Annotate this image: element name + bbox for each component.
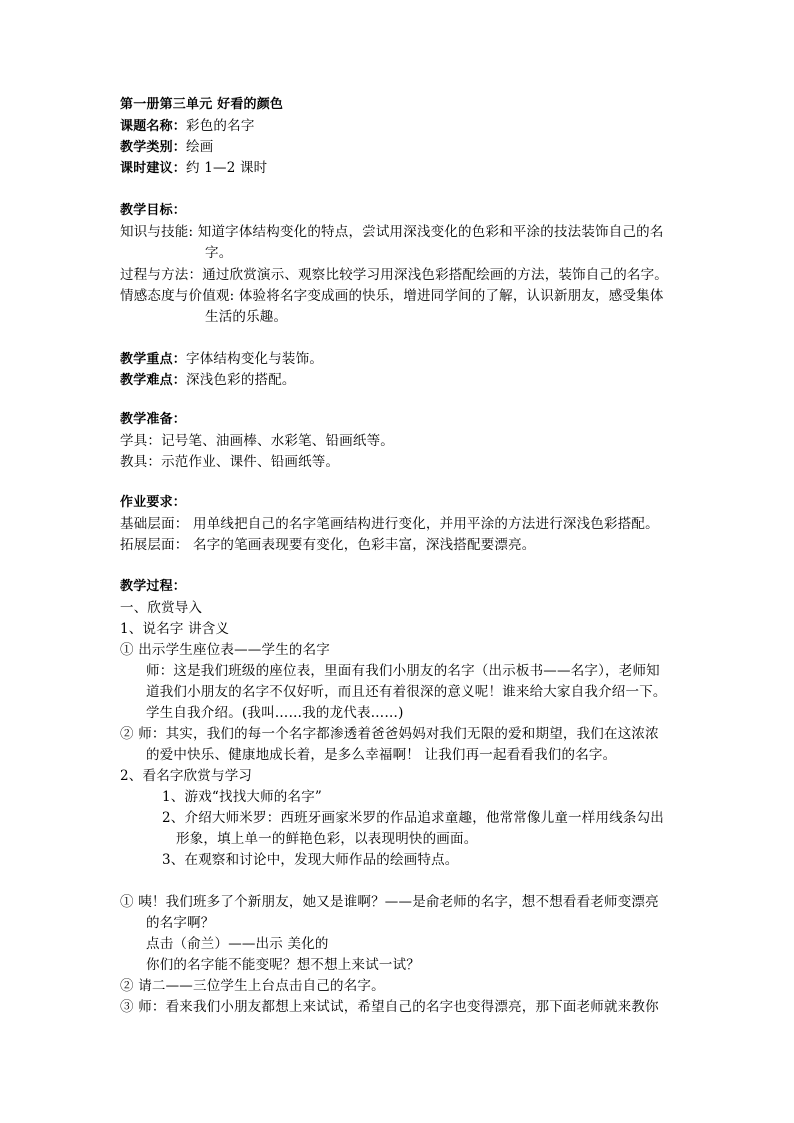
goal-knowledge-cont: 字。 [205,245,233,261]
step-one-item-2: ② 师：其实，我们的每一个名字都渗透着爸爸妈妈对我们无限的爱和期望，我们在这浓浓 [120,726,659,742]
step-two-sub-2: 2、介绍大师米罗：西班牙画家米罗的作品追求童趣，他常常像儿童一样用线条勾出 [162,810,664,826]
step-two-sub-1: 1、游戏“找找大师的名字” [162,789,322,805]
homework-heading: 作业要求： [120,495,187,510]
step-one-item-1: ① 出示学生座位表——学生的名字 [120,642,330,658]
discussion-question-line: 你们的名字能不能变呢？想不想上来试一试？ [146,957,420,973]
homework-extend: 拓展层面： 名字的笔画表现要有变化，色彩丰富，深浅搭配要漂亮。 [120,537,536,553]
prep-teacher: 教具：示范作业、课件、铅画纸等。 [120,454,340,470]
homework-basic: 基础层面： 用单线把自己的名字笔画结构进行变化，并用平涂的方法进行深浅色彩搭配。 [120,516,659,532]
difficulty-line [120,371,296,390]
difficulty-label: 教学难点： [120,373,187,388]
step-two-sub-3: 3、在观察和讨论中，发现大师作品的绘画特点。 [162,852,459,868]
period-value: 约 1—2 课时 [186,160,268,176]
step-two-sub-2-cont: 形象，填上单一的鲜艳色彩，以表现明快的画面。 [176,831,478,847]
difficulty-value: 深浅色彩的搭配。 [186,372,296,388]
topic-label: 课题名称： [120,119,187,134]
goal-emotion-cont: 生活的乐趣。 [205,309,288,325]
teacher-line-3: 学生自我介绍。(我叫……我的龙代表……) [146,705,404,721]
discussion-click-line: 点击（俞兰）——出示 美化的 [146,936,329,952]
discussion-item-3: ③ 师：看来我们小朋友都想上来试试，希望自己的名字也变得漂亮，那下面老师就来教你 [120,999,659,1015]
process-part-one: 一、欣赏导入 [120,600,203,616]
discussion-item-2: ② 请二——三位学生上台点击自己的名字。 [120,978,385,994]
teacher-line-1: 师：这是我们班级的座位表，里面有我们小朋友的名字（出示板书——名字），老师知 [146,663,660,679]
step-one-item-2-cont: 的爱中快乐、健康地成长着，是多么幸福啊！ 让我们再一起看看我们的名字。 [146,747,617,763]
topic-line [120,117,255,136]
prep-heading: 教学准备： [120,412,187,427]
process-heading: 教学过程： [120,579,187,594]
discussion-item-1-cont: 的名字啊？ [146,915,215,931]
unit-title: 第一册第三单元 好看的颜色 [120,97,284,112]
period-label: 课时建议： [120,161,187,176]
key-point-value: 字体结构变化与装饰。 [186,351,324,367]
goals-heading: 教学目标： [120,203,187,218]
discussion-item-1: ① 咦！我们班多了个新朋友，她又是谁啊？——是俞老师的名字，想不想看看老师变漂亮 [120,894,659,910]
period-line [120,159,267,178]
goal-process: 过程与方法：通过欣赏演示、观察比较学习用深浅色彩搭配绘画的方法，装饰自己的名字。 [120,267,668,283]
category-label: 教学类别： [120,140,187,155]
category-value: 绘画 [186,139,214,155]
category-line [120,138,213,157]
topic-value: 彩色的名字 [186,118,255,134]
teacher-line-2: 道我们小朋友的名字不仅好听，而且还有着很深的意义呢！谁来给大家自我介绍一下。 [146,684,667,700]
goal-emotion: 情感态度与价值观: 体验将名字变成画的快乐，增进同学间的了解，认识新朋友，感受集体 [120,288,664,304]
prep-student: 学具：记号笔、油画棒、水彩笔、铅画纸等。 [120,433,394,449]
key-point-line [120,350,323,369]
step-two: 2、看名字欣赏与学习 [120,768,253,784]
step-one: 1、说名字 讲含义 [120,621,230,637]
key-point-label: 教学重点： [120,352,187,367]
goal-knowledge: 知识与技能: 知道字体结构变化的特点，尝试用深浅变化的色彩和平涂的技法装饰自己的名 [120,224,664,240]
